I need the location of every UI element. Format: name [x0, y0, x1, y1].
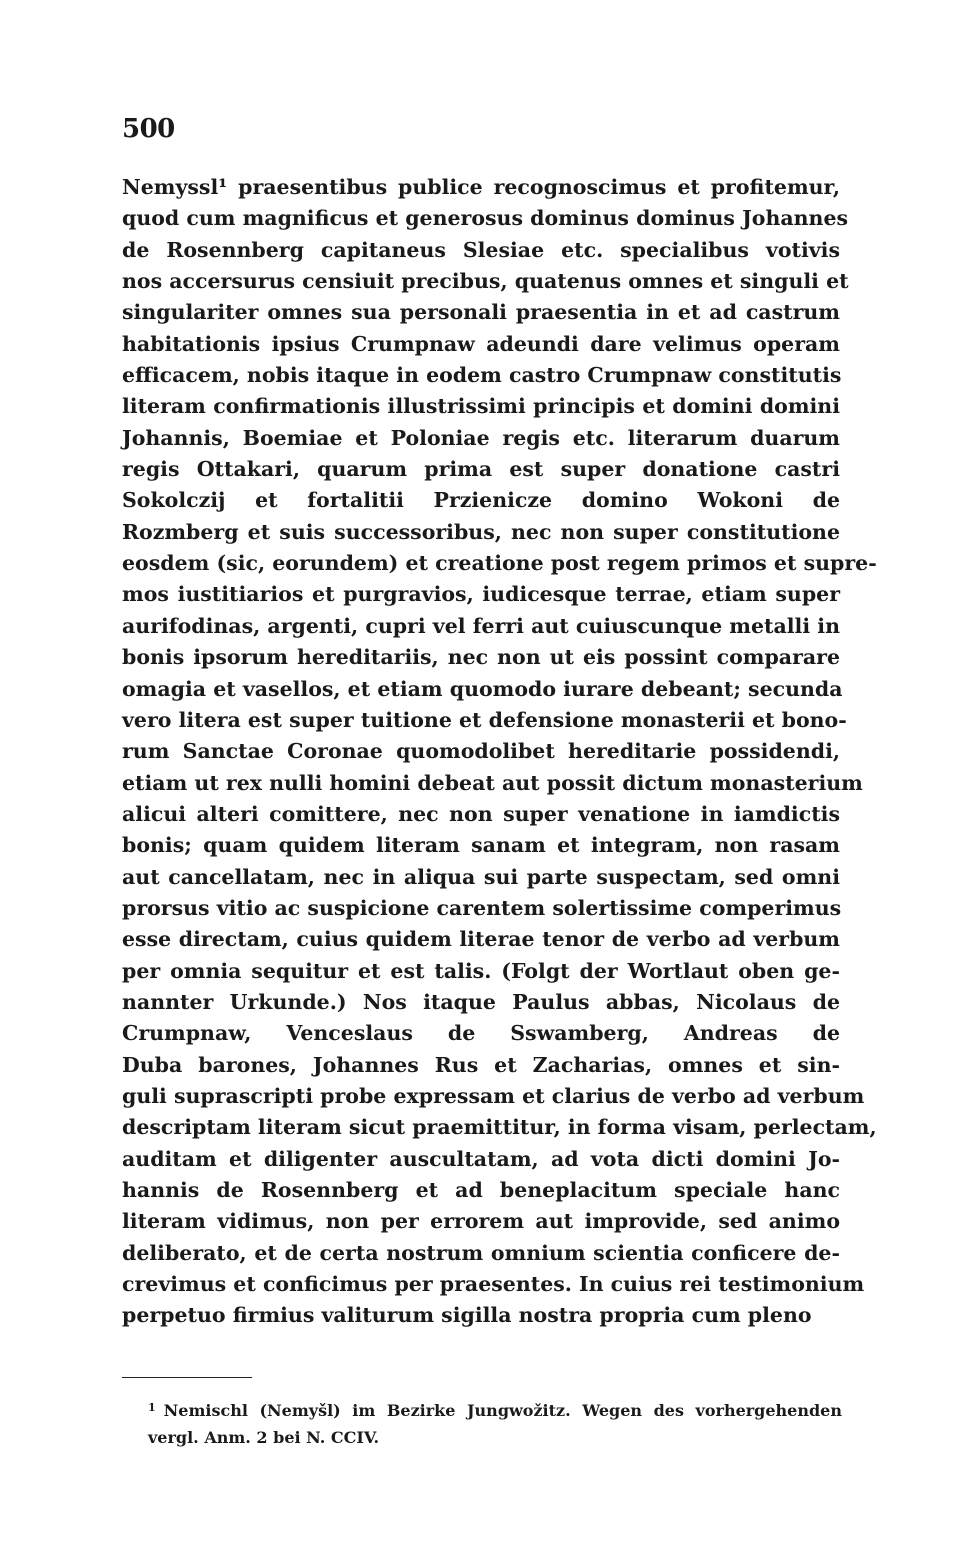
text-line: etiam ut rex nulli homini debeat aut possit dictum monasterium: [122, 770, 863, 795]
text-line: esse directam, cuius quidem literae tenor de verbo ad verbum: [122, 927, 840, 952]
text-line: nos accersurus censiuit precibus, quatenus omnes et singuli et: [122, 269, 849, 294]
text-line: quod cum magnificus et generosus dominus dominus Johannes: [122, 206, 849, 231]
text-line: per omnia sequitur et est talis. (Folgt der Wortlaut oben ge-: [122, 958, 840, 983]
footnote-line-2: vergl. Anm. 2 bei N. CCIV.: [148, 1428, 380, 1447]
text-line: mos iustitiarios et purgravios, iudicesque terrae, etiam super: [122, 582, 840, 607]
text-line: auditam et diligenter auscultatam, ad vota dicti domini Jo-: [122, 1146, 840, 1171]
text-line: aurifodinas, argenti, cupri vel ferri aut cuiuscunque metalli in: [122, 613, 840, 638]
text-line: deliberato, et de certa nostrum omnium scientia conficere de-: [122, 1240, 840, 1265]
footnote-marker: 1: [148, 1401, 156, 1414]
text-line: regis Ottakari, quarum prima est super donatione castri: [122, 457, 840, 482]
text-line: Johannis, Boemiae et Poloniae regis etc. literarum duarum: [122, 425, 840, 450]
footnote-divider: [122, 1377, 252, 1378]
text-line: alicui alteri comittere, nec non super venatione in iamdictis: [122, 801, 840, 826]
text-line: crevimus et conficimus per praesentes. In cuius rei testimonium: [122, 1272, 865, 1297]
text-line: eosdem (sic, eorundem) et creatione post regem primos et supre-: [122, 551, 877, 576]
text-line: literam vidimus, non per errorem aut improvide, sed animo: [122, 1209, 840, 1234]
text-line: habitationis ipsius Crumpnaw adeundi dare velimus operam: [122, 331, 840, 356]
text-line: omagia et vasellos, et etiam quomodo iurare debeant; secunda: [122, 676, 843, 701]
text-line: Nemyssl¹ praesentibus publice recognoscimus et profitemur,: [122, 175, 840, 199]
text-line: bonis ipsorum hereditariis, nec non ut eis possint comparare: [122, 645, 840, 670]
text-line: hannis de Rosennberg et ad beneplacitum speciale hanc: [122, 1178, 840, 1202]
footnote: [148, 1397, 842, 1451]
text-line: nannter Urkunde.) Nos itaque Paulus abbas, Nicolaus de: [122, 989, 840, 1014]
text-line: de Rosennberg capitaneus Slesiae etc. specialibus votivis: [122, 237, 840, 262]
text-line: Sokolczij et fortalitii Przienicze domino Wokoni de: [122, 488, 840, 513]
text-line: descriptam literam sicut praemittitur, in forma visam, perlectam,: [122, 1115, 877, 1140]
text-line: singulariter omnes sua personali praesentia in et ad castrum: [122, 300, 840, 325]
text-line: perpetuo firmius valiturum sigilla nostra propria cum pleno: [122, 1303, 812, 1328]
text-line: guli suprascripti probe expressam et clarius de verbo ad verbum: [122, 1083, 865, 1108]
text-line: bonis; quam quidem literam sanam et integram, non rasam: [122, 833, 840, 858]
text-line: rum Sanctae Coronae quomodolibet hereditarie possidendi,: [122, 739, 840, 764]
footnote-text-1: Nemischl (Nemyšl) im Bezirke Jungwožitz. Wegen des vorhergehenden: [163, 1401, 842, 1420]
page-number: 500: [122, 114, 175, 144]
body-text: [122, 172, 877, 1332]
text-line: literam confirmationis illustrissimi principis et domini domini: [122, 394, 840, 419]
text-line: efficacem, nobis itaque in eodem castro Crumpnaw constitutis: [122, 363, 842, 388]
text-line: Duba barones, Johannes Rus et Zacharias, omnes et sin-: [122, 1052, 840, 1077]
footnote-line-1: [148, 1397, 842, 1424]
text-line: aut cancellatam, nec in aliqua sui parte suspectam, sed omni: [122, 864, 840, 889]
text-line: Crumpnaw, Venceslaus de Sswamberg, Andreas de: [122, 1021, 840, 1046]
text-line: Rozmberg et suis successoribus, nec non super constitutione: [122, 519, 840, 544]
text-line: vero litera est super tuitione et defensione monasterii et bono-: [122, 707, 847, 732]
text-line: prorsus vitio ac suspicione carentem solertissime comperimus: [122, 895, 842, 920]
